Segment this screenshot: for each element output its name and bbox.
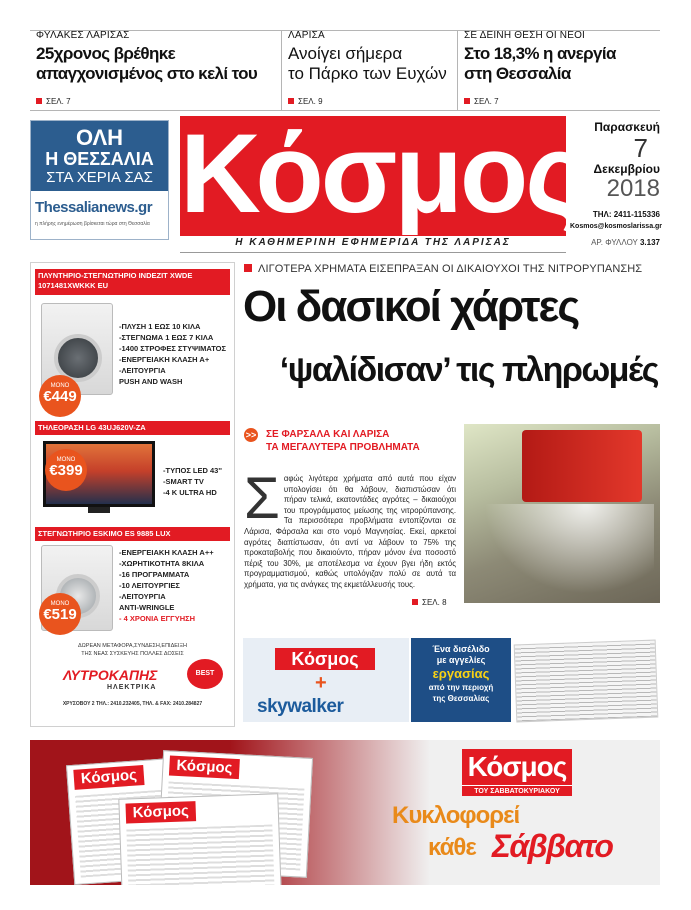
classifieds-paper-image [514,640,659,723]
teaser-section: ΣΕΛ. 7 [464,97,499,106]
teaser-headline-line1: Στο 18,3% η ανεργία [464,44,616,63]
price-label: ΜΟΝΟ [50,601,70,607]
shop-footer-1: ΔΩΡΕΑΝ ΜΕΤΑΦΟΡΑ,ΣΥΝΔΕΣΗ,ΕΠΙΔΕΙΞΗ [78,643,187,649]
teaser-section: ΣΕΛ. 9 [288,97,323,106]
skywalker-logo: skywalker [257,696,344,717]
double-arrow-icon: >> [245,430,257,440]
weekday: Παρασκευή [594,120,660,134]
thessalianews-logo: Thessalianews.gr [35,199,153,216]
weekend-kosmos-logo: Κόσμος [462,749,572,785]
weekend-logo-sub: ΤΟΥ ΣΑΒΒΑΤΟΚΥΡΙΑΚΟΥ [462,785,572,796]
teaser-headline-line1: Ανοίγει σήμερα [288,44,403,63]
teaser-headline [36,44,275,84]
product3-price-badge [39,593,81,635]
product2-features [163,465,222,498]
month: Δεκεμβρίου [593,162,660,176]
feature: -ΛΕΙΤΟΥΡΓΙΑ [119,366,166,375]
story-dropcap: Σ [244,466,280,531]
stack-lines [126,824,274,885]
story-kicker: ΛΙΓΟΤΕΡΑ ΧΡΗΜΑΤΑ ΕΙΣΕΠΡΑΞΑΝ ΟΙ ΔΙΚΑΙΟΥΧΟΙ ΤΗΣ ΝΙΤΡΟΡΥΠΑΝΣΗΣ [244,263,642,275]
fertilizer-spray [484,504,654,594]
price-value: €519 [43,606,77,623]
masthead-subtitle: Η ΚΑΘΗΜΕΡΙΝΗ ΕΦΗΜΕΡΙΔΑ ΤΗΣ ΛΑΡΙΣΑΣ [180,237,566,253]
feature: -ΠΛΥΣΗ 1 ΕΩΣ 10 ΚΙΛΑ [119,322,201,331]
story-body [244,466,456,591]
teaser-headline [288,44,451,84]
teaser-kicker: ΛΑΡΙΣΑ [288,30,325,41]
thessalia-ad-line1: ΟΛΗ [75,125,124,150]
feature: ANTI-WRINGLE [119,603,175,612]
teaser-headline-line2: στη Θεσσαλία [464,64,571,83]
warranty: - 4 ΧΡΟΝΙΑ ΕΓΓΥΗΣΗ [119,614,196,623]
plus-icon: + [315,672,327,694]
promo-line3: εργασίας [432,666,490,681]
feature: -SMART TV [163,477,204,486]
stack-logo: Κόσμος [169,756,240,780]
feature: -ΕΝΕΡΓΕΙΑΚΗ ΚΛΑΣΗ Α++ [119,548,214,557]
lytrokapis-logo: ΛΥΤΡΟΚΑΠΗΣ [63,667,158,683]
lytrokapis-ad[interactable] [30,262,235,727]
story-body-text: αφώς λιγότερα χρήματα από αυτά που είχαν υπολογίσει ότι θα λάβουν, διαπιστώσαν ότι πήραν τελικά, εκατοντάδες αγρότες – δικαιούχοι του προγράμματος μείωσης της νιτρορύπανσης. Τα περισσότερα προβλήματα εντοπίζονται σε Λάρισα, Φάρσαλα και στο νομό Μαγνησίας. Εκεί, αρκετοί αγρότες διαπίστωσαν, ότι αντί να λάβουν το 75% της προκαταβολής που δικαιούντο, πήραν μόνον ένα ποσοστό πέριξ του 30%, με αποτέλεσμα να έχουν βγει ήδη εκτός προγραμματισμού, καθώς υπολόγιζαν πολύ σε αυτά τα χρήματα, για τις ανάγκες της εκμετάλλευσής τους. [244,474,456,589]
price-value: €449 [43,388,77,405]
price-label: ΜΟΝΟ [50,383,70,389]
masthead[interactable] [180,111,581,236]
shop-footer-2: ΤΗΣ ΝΕΑΣ ΣΥΣΚΕΥΗΣ ΠΟΛΛΕΣ ΔΟΣΕΙΣ [81,651,184,657]
story-section: ΣΕΛ. 8 [412,598,447,607]
teaser-headline-line1: 25χρονος βρέθηκε [36,44,176,63]
promo-kosmos-logo: Κόσμος [275,648,375,670]
email[interactable]: Kosmos@kosmoslarissa.gr [570,223,663,230]
thessalia-ad-line2: Η ΘΕΣΣΑΛΙΑ [45,149,154,169]
weekend-edition-banner[interactable] [30,740,660,885]
price-label: ΜΟΝΟ [56,457,76,463]
teaser-park[interactable] [282,30,458,110]
teaser-kicker: ΣΕ ΔΕΙΝΗ ΘΕΣΗ ΟΙ ΝΕΟΙ [464,30,586,41]
stack-logo: Κόσμος [73,765,144,790]
teaser-headline-line2: το Πάρκο των Ευχών [288,64,447,83]
product1-features [119,321,226,387]
fertilizer-spreader-photo [464,424,660,603]
teaser-headline [464,44,654,84]
feature: -4 K ULTRA HD [163,488,217,497]
feature: -ΣΤΕΓΝΩΜΑ 1 ΕΩΣ 7 ΚΙΛΑ [119,333,214,342]
feature: -10 ΛΕΙΤΟΥΡΓΙΕΣ [119,581,180,590]
stack-logo: Κόσμος [125,801,196,823]
day-number: 7 [633,133,648,163]
feature: -ΕΝΕΡΓΕΙΑΚΗ ΚΛΑΣΗ Α+ [119,355,210,364]
phone: ΤΗΛ: 2411-115336 [592,210,660,219]
thessalianews-tagline: η πλήρης ενημέρωση βρίσκεται τώρα στη Θεσσαλία [35,221,150,227]
feature: -ΧΩΡΗΤΙΚΟΤΗΤΑ 8ΚΙΛΑ [119,559,205,568]
promo-line5: της Θεσσαλίας [432,694,490,703]
product3-features [119,547,214,624]
story-headline[interactable]: Οι δασικοί χάρτες [243,282,579,331]
story-subhead-line1: ΣΕ ΦΑΡΣΑΛΑ ΚΑΙ ΛΑΡΙΣΑ [266,429,390,440]
product1-title: ΠΛΥΝΤΗΡΙΟ-ΣΤΕΓΝΩΤΗΡΙΟ INDEZIT XWDE 1071481XWKKK EU [35,269,230,295]
story-subhead-line2: ΤΑ ΜΕΓΑΛΥΤΕΡΑ ΠΡΟΒΛΗΜΑΤΑ [266,442,420,453]
date-box [570,120,663,230]
thessalia-logo-box [31,191,168,239]
promo-line4: από την περιοχή [428,683,494,692]
feature: PUSH AND WASH [119,377,183,386]
promo-line1: Ένα δισέλιδο [432,644,490,654]
banner-line3: Σάββατο [492,828,613,864]
spreader-machine [522,430,642,502]
lytrokapis-sub: ΗΛΕΚΤΡΙΚΑ [107,684,157,691]
teaser-kicker: ΦΥΛΑΚΕΣ ΛΑΡΙΣΑΣ [36,30,130,41]
feature: -ΤΥΠΟΣ LED 43'' [163,466,222,475]
newspaper-stack-3 [118,793,281,885]
product2-title: ΤΗΛΕΟΡΑΣΗ LG 43UJ620V-ZA [35,421,230,435]
tv-stand [88,507,109,513]
teaser-unemployment[interactable] [458,30,660,110]
product2-price-badge [45,449,87,491]
teaser-section: ΣΕΛ. 7 [36,97,71,106]
feature: -1400 ΣΤΡΟΦΕΣ ΣΤΥΨΙΜΑΤΟΣ [119,344,226,353]
feature: -16 ΠΡΟΓΡΑΜΜΑΤΑ [119,570,190,579]
promo-text-panel [411,638,511,722]
teaser-prisons[interactable] [30,30,282,110]
thessalia-ad-line3: ΣΤΑ ΧΕΡΙΑ ΣΑΣ [46,169,153,186]
story-subhead [266,428,456,454]
best-logo: BEST [187,659,223,689]
shop-address: ΧΡΥΣΟΒΟΥ 2 ΤΗΛ.: 2410.232405, ΤΗΛ. & FAX: 2410.284827 [62,701,203,707]
issue-number [570,238,660,247]
issue-label: ΑΡ. ΦΥΛΛΟΥ [591,238,638,247]
banner-line1: Κυκλοφορεί [392,802,520,829]
year: 2018 [606,175,660,202]
promo-line2: με αγγελίες [436,655,486,665]
story-headline-2[interactable]: ‘ψαλίδισαν’ τις πληρωμές [279,351,658,389]
product1-price-badge [39,375,81,417]
price-value: €399 [49,462,83,479]
thessalianews-ad[interactable] [30,120,169,240]
product3-title: ΣΤΕΓΝΩΤΗΡΙΟ ESKIMO ES 9885 LUX [35,527,230,541]
masthead-title: Κόσμος [180,111,581,236]
teaser-headline-line2: απαγχονισμένος στο κελί του [36,64,258,83]
banner-line2: κάθε [428,834,476,861]
issue-value: 3.137 [639,238,660,247]
skywalker-jobs-promo[interactable] [243,638,660,722]
feature: -ΛΕΙΤΟΥΡΓΙΑ [119,592,166,601]
